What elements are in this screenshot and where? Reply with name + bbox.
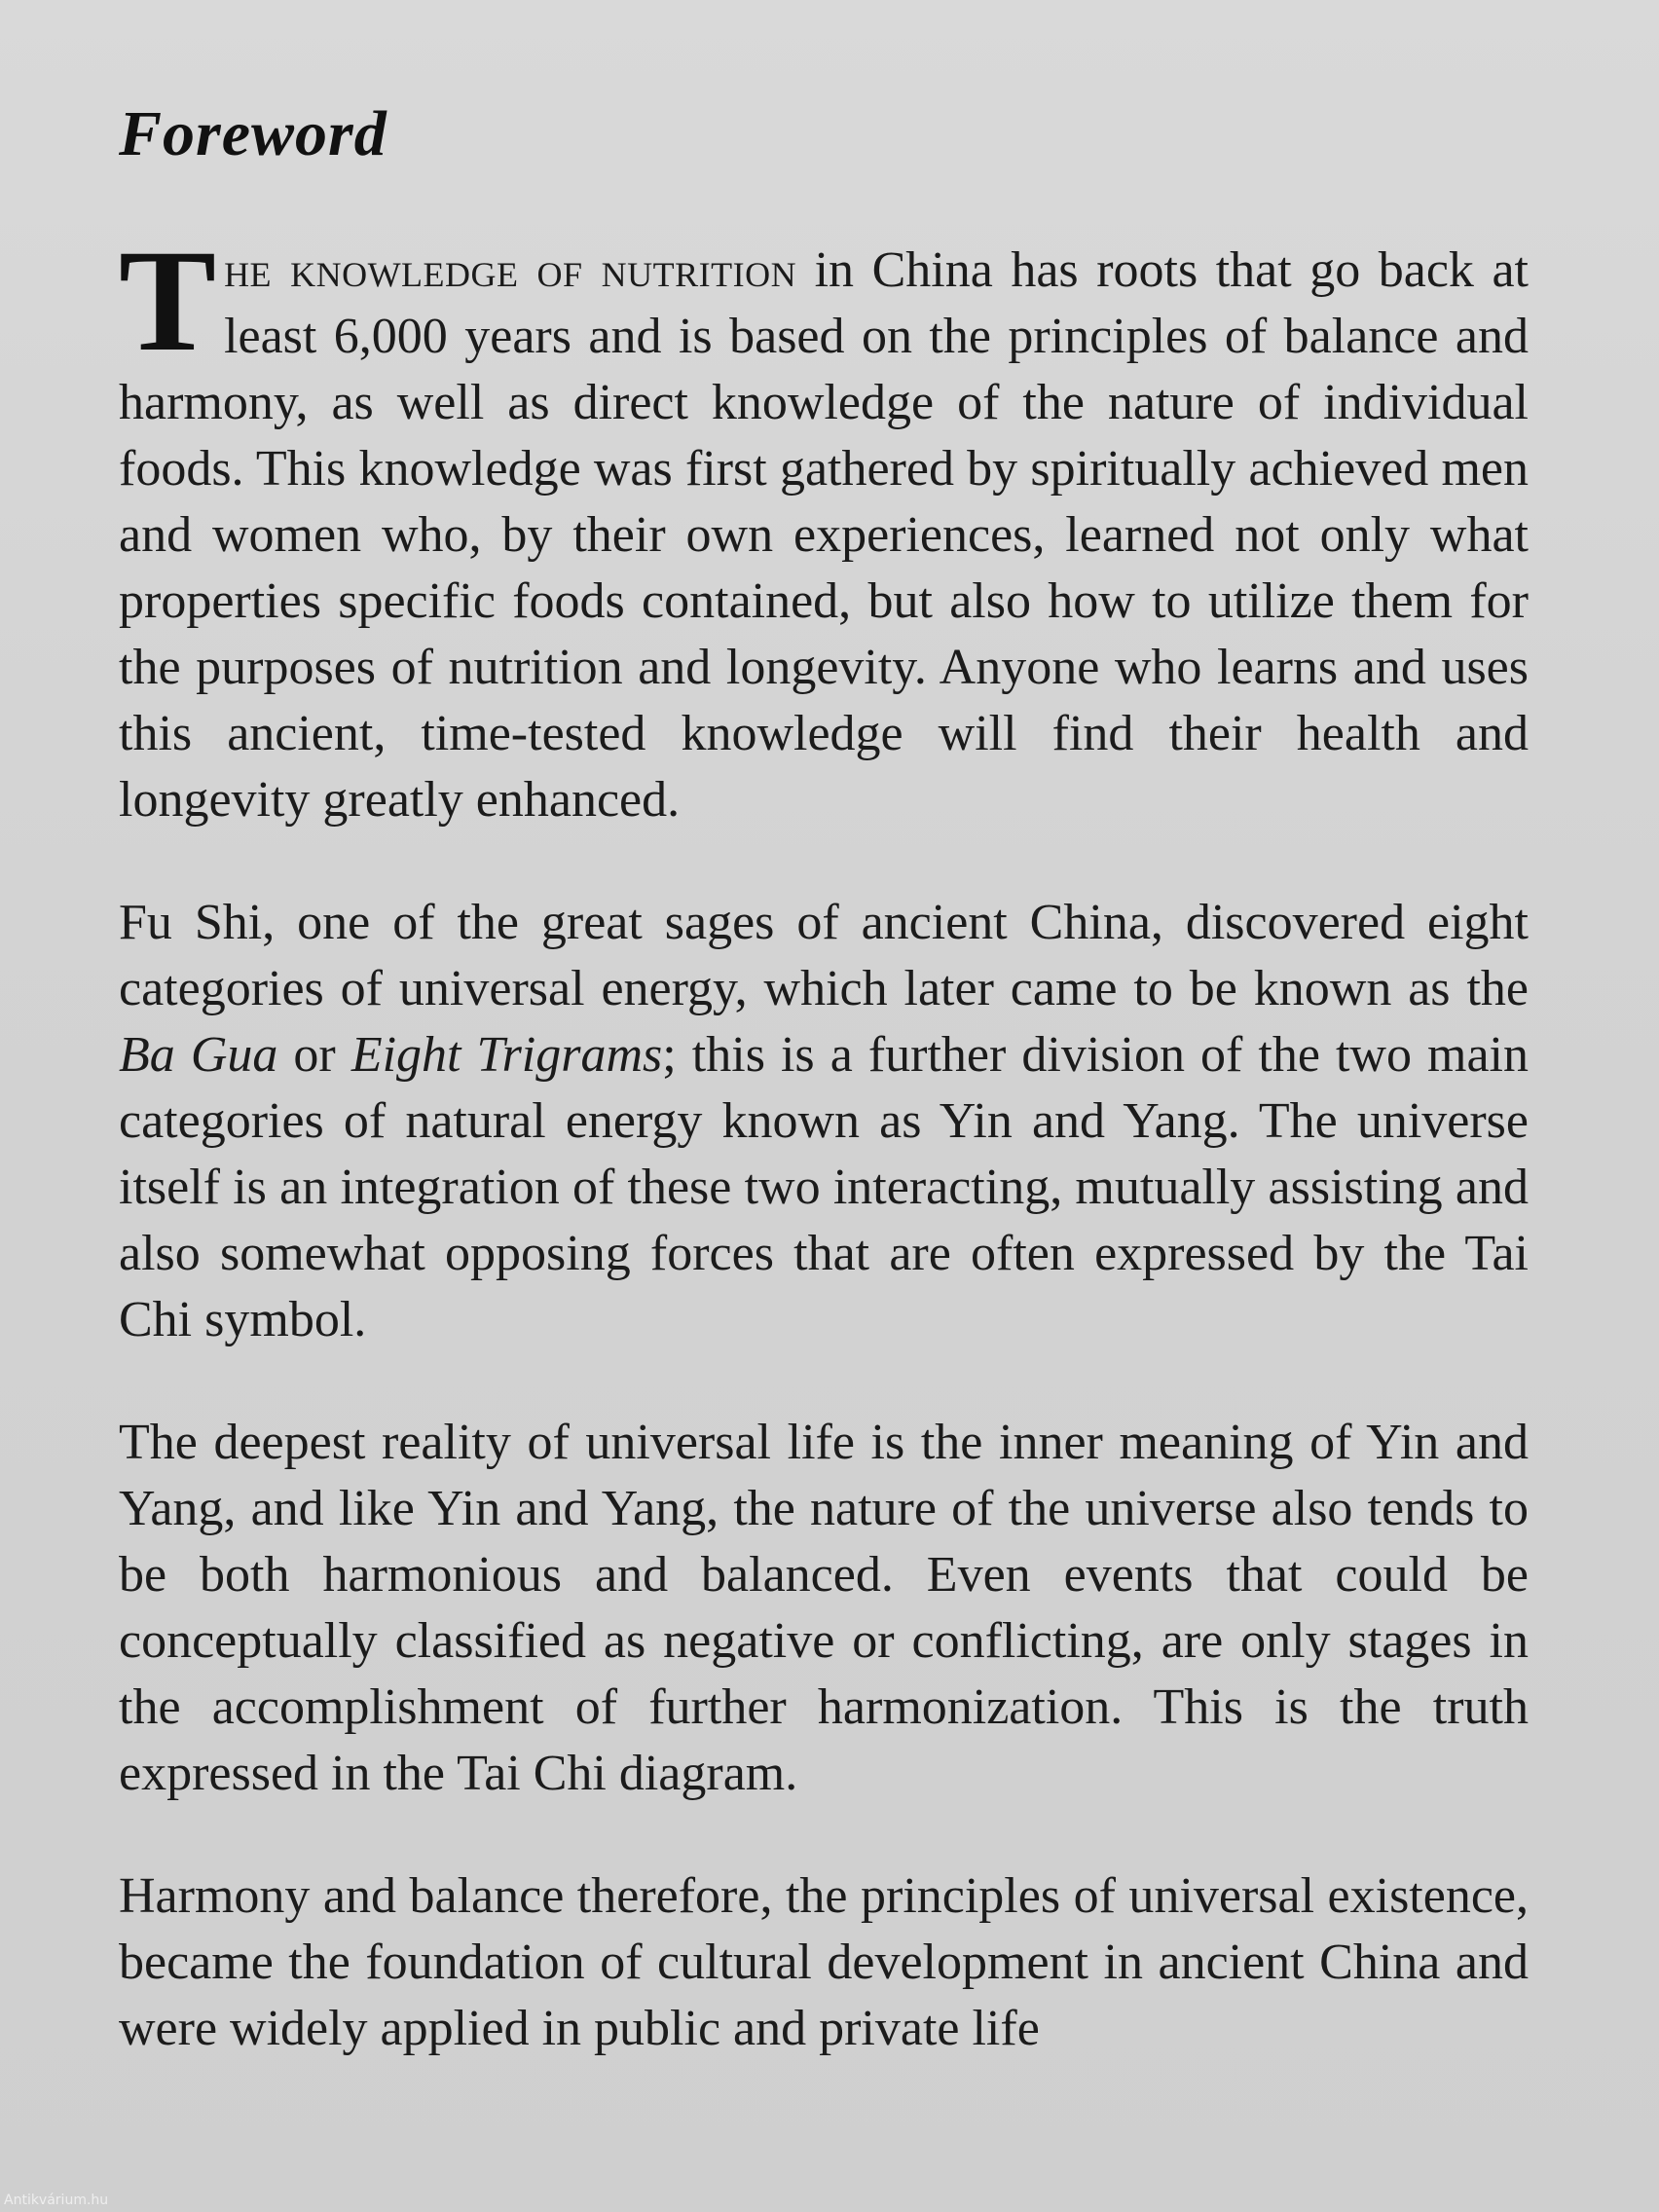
eight-trigrams-term: Eight Trigrams: [350, 1027, 663, 1083]
smallcaps-lead: he knowledge of nutrition: [224, 242, 797, 298]
text-column: [119, 97, 1529, 2119]
paragraph-2: [119, 890, 1529, 1353]
ba-gua-term: Ba Gua: [119, 1027, 278, 1083]
drop-cap: T: [119, 220, 217, 382]
paragraph-1-text: in China has roots that go back at least 6,000 years and is based on the principles of balance and harmony, as well as direct knowledge of the nature of individual foods. This knowledge was first gathered by spiritually achieved men and women who, by their own experiences, learned not only what properties specific foods contained, but also how to utilize them for the purposes of nutrition and longevity. Anyone who learns and uses this ancient, time-tested knowledge will find their health and longevity greatly enhanced.: [119, 242, 1529, 828]
paragraph-1: [119, 220, 1529, 833]
page-heading: Foreword: [119, 98, 387, 169]
paragraph-3: The deepest reality of universal life is the inner meaning of Yin and Yang, and like Yin and Yang, the nature of the universe also tends to be both harmonious and balanced. Even events that could be conceptually classified as negative or conflicting, are only stages in the accomplishment of further harmonization. This is the truth expressed in the Tai Chi diagram.: [119, 1415, 1529, 1801]
paragraph-2-part-3: ; this is a further division of the two main categories of natural energy known as Yin and Yang. The universe itself is an integration of these two interacting, mutually assisting and also somewhat opposing forces that are often expressed by the Tai Chi symbol.: [119, 1027, 1529, 1347]
paragraph-2-part-2: or: [277, 1027, 351, 1083]
paragraph-2-part-1: Fu Shi, one of the great sages of ancient China, discovered eight categories of universal energy, which later came to be known as the: [119, 895, 1529, 1016]
paragraph-4: Harmony and balance therefore, the principles of universal existence, became the foundation of cultural development in ancient China and were widely applied in public and private life: [119, 1868, 1529, 2056]
watermark-text: Antikvárium.hu: [4, 2193, 109, 2208]
